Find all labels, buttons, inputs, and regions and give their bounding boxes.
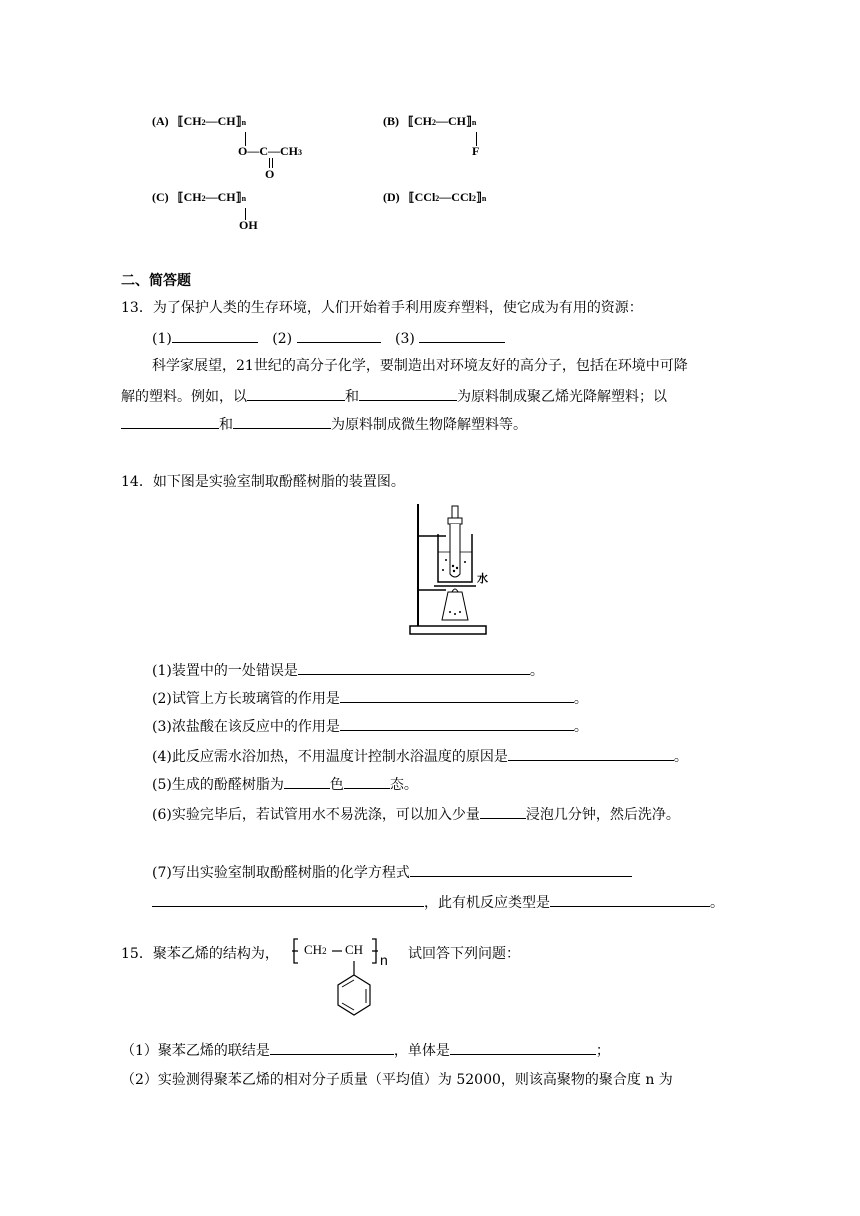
- q13-blank-1[interactable]: [172, 328, 258, 343]
- option-a-label: (A): [152, 114, 169, 128]
- option-d-ccl2-a: CCl: [414, 190, 436, 204]
- q14-item-6-text: (6)实验完毕后，若试管用水不易洗涤，可以加入少量: [152, 807, 480, 823]
- q14-item-1-text: (1)装置中的一处错误是: [152, 663, 298, 679]
- q13-line3-b: 和: [219, 417, 233, 433]
- q14-blank-7c[interactable]: [550, 892, 710, 907]
- styrene-n: n: [380, 952, 388, 968]
- q13-blank-7[interactable]: [233, 414, 331, 429]
- option-a-o: O: [238, 144, 248, 158]
- q13-line3-c: 为原料制成微生物降解塑料等。: [331, 417, 527, 433]
- q13-stem: 13．为了保护人类的生存环境，人们开始着手利用废弃塑料，使它成为有用的资源：: [121, 300, 643, 316]
- q13-para-line2: [121, 386, 667, 407]
- q13-line2-b: 和: [345, 389, 359, 405]
- q14-item-2-text: (2)试管上方长玻璃管的作用是: [152, 691, 340, 707]
- q15-part-1-end: ；: [595, 1043, 610, 1059]
- option-a-ester: O—C—CH3: [238, 144, 303, 158]
- option-c-label: (C): [152, 190, 169, 204]
- q14-item-6-end: 浸泡几分钟，然后洗净。: [525, 807, 680, 823]
- q13-blank-3[interactable]: [419, 328, 505, 343]
- option-c: (C) ⟦CH2—CH⟧n: [152, 190, 247, 204]
- q14-item-5-text: (5)生成的酚醛树脂为: [152, 777, 284, 793]
- water-label: 水: [477, 572, 488, 585]
- q14-blank-2[interactable]: [340, 688, 574, 703]
- q13-blank-4[interactable]: [247, 386, 345, 401]
- option-b: (B) ⟦CH2—CH⟧n: [383, 114, 477, 128]
- q13-blank-2[interactable]: [297, 328, 381, 343]
- option-a-ch3: CH: [280, 144, 299, 158]
- option-d-ccl2-b: CCl: [451, 190, 472, 204]
- q15-part-2: （2）实验测得聚苯乙烯的相对分子质量（平均值）为 52000，则该高聚物的聚合度 n 为: [121, 1072, 673, 1088]
- option-d: (D) ⟦CCl2—CCl2⟧n: [383, 190, 487, 204]
- styrene-ch2: CH2: [304, 942, 327, 957]
- q14-item-7-end: 。: [710, 895, 724, 911]
- q15-part-1-monomer: ，单体是: [393, 1043, 450, 1059]
- option-a-ch2: CH: [183, 114, 202, 128]
- option-b-f: F: [472, 144, 480, 158]
- option-a: (A) ⟦CH2—CH⟧n: [152, 114, 247, 128]
- q14-item-7-text: (7)写出实验室制取酚醛树脂的化学方程式: [152, 865, 410, 881]
- q13-para-line1: 科学家展望，21世纪的高分子化学，要制造出对环境友好的高分子，包括在环境中可降: [152, 358, 688, 374]
- q13-line2-a: 解的塑料。例如，以: [121, 389, 247, 405]
- option-d-label: (D): [383, 190, 400, 204]
- q13-blanks: [152, 328, 505, 349]
- q14-item-5-color: 色: [329, 777, 344, 793]
- q14-item-4: [152, 746, 688, 767]
- q15-stem-a: 15．聚苯乙烯的结构为，: [121, 946, 279, 962]
- q13-blank-5[interactable]: [359, 386, 457, 401]
- option-b-label: (B): [383, 114, 399, 128]
- q13-line2-c: 为原料制成聚乙烯光降解塑料；以: [457, 389, 667, 405]
- q14-item-3-end: 。: [573, 719, 588, 735]
- q15-part-1-text: （1）聚苯乙烯的联结是: [121, 1043, 270, 1059]
- q14-item-7-type: ，此有机反应类型是: [424, 895, 550, 911]
- q14-item-2-end: 。: [573, 691, 588, 707]
- q13-para-line3: [121, 414, 527, 435]
- q14-blank-5a[interactable]: [284, 774, 330, 789]
- styrene-ch: CH: [345, 942, 364, 957]
- q14-item-4-end: 。: [673, 749, 688, 765]
- q14-stem: 14．如下图是实验室制取酚醛树脂的装置图。: [121, 474, 405, 490]
- q14-blank-5b[interactable]: [344, 774, 390, 789]
- q15-blank-monomer[interactable]: [450, 1040, 596, 1055]
- q13-blank-6[interactable]: [121, 414, 219, 429]
- q14-item-5: [152, 774, 418, 795]
- q14-blank-6[interactable]: [480, 804, 526, 819]
- option-a-n: n: [241, 118, 247, 127]
- q14-item-5-state: 态。: [389, 777, 418, 793]
- q14-blank-1[interactable]: [298, 660, 530, 675]
- option-a-c: C: [259, 144, 269, 158]
- q14-blank-3[interactable]: [340, 716, 574, 731]
- q14-item-1-end: 。: [529, 663, 544, 679]
- q14-item-4-text: (4)此反应需水浴加热，不用温度计控制水浴温度的原因是: [152, 749, 508, 765]
- section-title: 二、简答题: [121, 273, 191, 289]
- q14-item-3-text: (3)浓盐酸在该反应中的作用是: [152, 719, 340, 735]
- q14-item-6: [152, 804, 680, 825]
- q13-sub1-label: (1): [152, 331, 172, 347]
- q15-blank-linkage[interactable]: [270, 1040, 394, 1055]
- q14-item-2: [152, 688, 588, 709]
- q15-stem-b: 试回答下列问题：: [408, 946, 520, 962]
- q14-blank-7a[interactable]: [410, 862, 632, 877]
- option-c-oh: OH: [239, 218, 258, 232]
- phenolic-resin-apparatus-diagram: [408, 500, 488, 640]
- q14-blank-7b[interactable]: [152, 892, 424, 907]
- q13-sub2-label: (2): [272, 331, 293, 347]
- q14-item-7-line2: [152, 892, 724, 913]
- q14-item-1: [152, 660, 544, 681]
- q14-item-3: [152, 716, 588, 737]
- q13-sub3-label: (3): [395, 331, 415, 347]
- q15-part-1: [121, 1040, 610, 1061]
- q14-item-7: [152, 862, 632, 883]
- q14-blank-4[interactable]: [508, 746, 674, 761]
- option-a-ch: CH: [217, 114, 236, 128]
- option-a-o2: O: [265, 167, 275, 181]
- styrene-ch2-text: CH: [304, 942, 323, 957]
